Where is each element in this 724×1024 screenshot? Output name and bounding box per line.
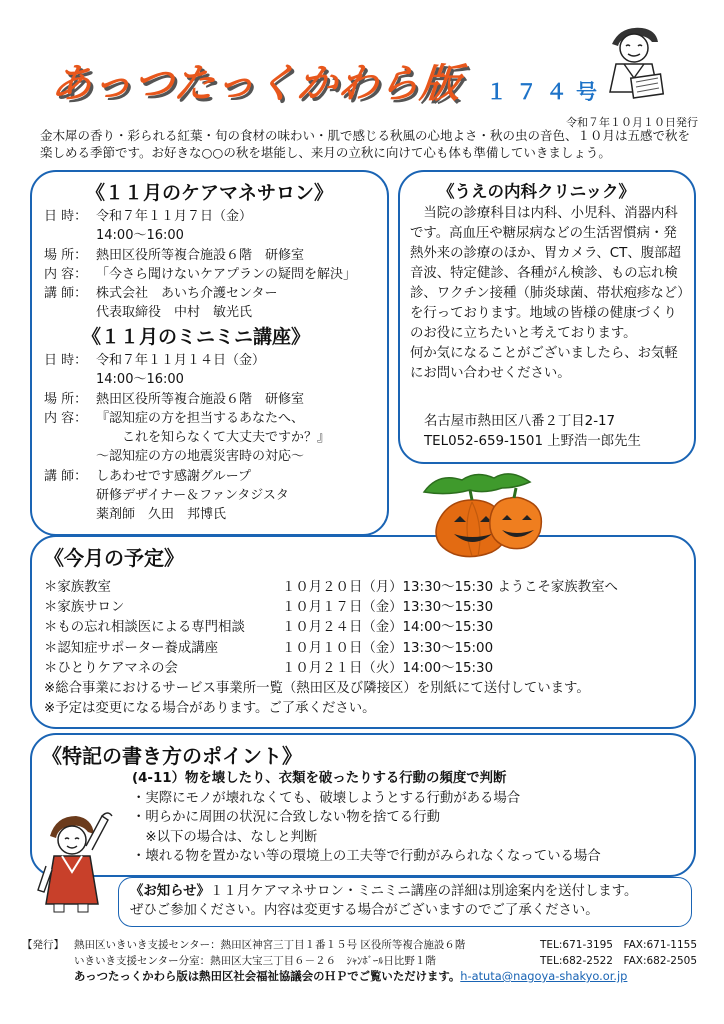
salon-heading: 《１１月のケアマネサロン》	[86, 182, 334, 204]
schedule-note: ※総合事業におけるサービス事業所一覧（熱田区及び隣接区）を別紙にて送付しています。	[44, 681, 590, 697]
salon-row: 内 容： 「今さら聞けないケアプランの疑問を解決」	[44, 266, 357, 282]
mini-row: これを知らなくて大丈夫ですか？』	[96, 430, 331, 446]
mini-row: 研修デザイナー＆ファンタジスタ	[96, 488, 289, 504]
clinic-address: 名古屋市熱田区八番２丁目2-17	[424, 414, 616, 429]
footer-address-branch: いきいき支援センター分室：熱田区大宝三丁目６－２６ ｼｬﾝﾎﾞｰﾙ日比野１階	[74, 954, 436, 967]
mini-lecture-details	[44, 351, 330, 525]
footer-tel-main: TEL:671-3195 FAX:671-1155	[540, 939, 698, 951]
schedule-list	[44, 578, 618, 719]
mini-row: 場 所： 熱田区役所等複合施設６階 研修室	[44, 391, 305, 407]
points-item: ・壊れる物を置かない等の環境上の工夫等で行動がみられなくなっている場合	[132, 849, 601, 864]
salon-row: 代表取締役 中村 敏光氏	[96, 305, 253, 321]
salon-details	[44, 207, 356, 323]
issue-date: 令和７年１０月１０日発行	[566, 116, 698, 129]
clinic-tel: TEL052-659-1501 上野浩一郎先生	[424, 434, 641, 449]
footer-address-main: 熱田区いきいき支援センター：熱田区神宮三丁目１番１５号 区役所等複合施設６階	[74, 939, 466, 951]
footer-label: 【発行】	[22, 939, 64, 951]
clinic-heading: 《うえの内科クリニック》	[438, 182, 636, 201]
issue-number: １７４号	[486, 80, 606, 104]
points-item: ※以下の場合は、なしと判断	[132, 829, 318, 845]
schedule-item: ＊家族サロン １０月１７日（金）13:30〜15:30	[44, 600, 494, 616]
mascot-waving-icon	[36, 806, 116, 916]
points-item: ・実際にモノが壊れなくても、破壊しようとする行動がある場合	[132, 790, 521, 806]
mascot-reading-icon	[598, 20, 670, 102]
footer	[22, 938, 698, 985]
footer-tel-branch: TEL:682-2522 FAX:682-2505	[540, 954, 698, 967]
schedule-note: ※予定は変更になる場合があります。ご了承ください。	[44, 701, 376, 717]
footer-email-link[interactable]: h-atuta@nagoya-shakyo.or.jp	[460, 969, 628, 983]
mini-row: 14:00〜16:00	[96, 372, 184, 388]
mini-row: 日 時： 令和７年１１月１４日（金）	[44, 353, 266, 368]
points-list	[40, 769, 601, 867]
schedule-heading: 《今月の予定》	[44, 546, 184, 570]
schedule-item: ＊もの忘れ相談医による専門相談 １０月２４日（金）14:00〜15:30	[44, 620, 494, 636]
salon-row: 場 所： 熱田区役所等複合施設６階 研修室	[44, 247, 305, 263]
notice-label: 《お知らせ》	[130, 884, 210, 899]
clinic-contact-text: 何か気になることがございましたら、お気軽にお問い合わせください。	[410, 346, 678, 381]
points-heading: 《特記の書き方のポイント》	[42, 744, 302, 768]
notice-line: ぜひご参加ください。内容は変更する場合がございますのでご了承ください。	[130, 903, 599, 918]
mini-lecture-heading: 《１１月のミニミニ講座》	[82, 326, 311, 348]
salon-row: 講 師： 株式会社 あいち介護センター	[44, 286, 278, 302]
clinic-description	[410, 204, 688, 384]
salon-row: 14:00〜16:00	[96, 228, 184, 244]
clinic-body-text: 当院の診療科目は内科、小児科、消器内科です。高血圧や糖尿病などの生活習慣病・発熱外来の診療のほか、胃カメラ、CT、腹部超音波、特定健診、各種がん検診、もの忘れ検診、ワクチン接種（肺炎球菌、帯状疱疹など）を行っております。地域の皆様の健康づくりのお役に立ちたいと考えております。	[410, 206, 684, 341]
salon-row: 日 時： 令和７年１１月７日（金）	[44, 209, 253, 224]
mini-row: 講 師： しあわせです感謝グループ	[44, 468, 251, 484]
footer-hp-note: あっつたっくかわら版は熱田区社会福祉協議会のＨＰでご覧いただけます。	[74, 969, 461, 983]
newsletter-title: あっつたっくかわら版	[49, 61, 464, 107]
schedule-item: ＊ひとりケアマネの会 １０月２１日（火）14:00〜15:30	[44, 660, 494, 676]
schedule-item: ＊家族教室 １０月２０日（月）13:30〜15:30 ようこそ家族教室へ	[44, 580, 618, 595]
mini-row: 薬剤師 久田 邦博氏	[96, 507, 227, 523]
points-subheading: (4-11）物を壊したり、衣類を破ったりする行動の頻度で判断	[132, 771, 507, 786]
points-item: ・明らかに周囲の状況に合致しない物を捨てる行動	[132, 810, 440, 825]
notice-text	[130, 882, 637, 920]
pumpkin-icon	[418, 470, 548, 560]
intro-text: 金木犀の香り・彩られる紅葉・旬の食材の味わい・肌で感じる秋風の心地よさ・秋の虫の音色、１０月は五感で秋を楽しめる季節です。お好きな○○の秋を堪能し、来月の立秋に向けて心も体も準備していきましょう。	[40, 128, 691, 160]
clinic-address-block	[424, 412, 641, 452]
mini-row: 〜認知症の方の地震災害時の対応〜	[96, 449, 305, 465]
notice-line: １１月ケアマネサロン・ミニミニ講座の詳細は別途案内を送付します。	[209, 884, 638, 899]
mini-row: 内 容： 『認知症の方を担当するあなたへ、	[44, 410, 305, 426]
schedule-item: ＊認知症サポーター養成講座 １０月１０日（金）13:30〜15:00	[44, 640, 494, 656]
